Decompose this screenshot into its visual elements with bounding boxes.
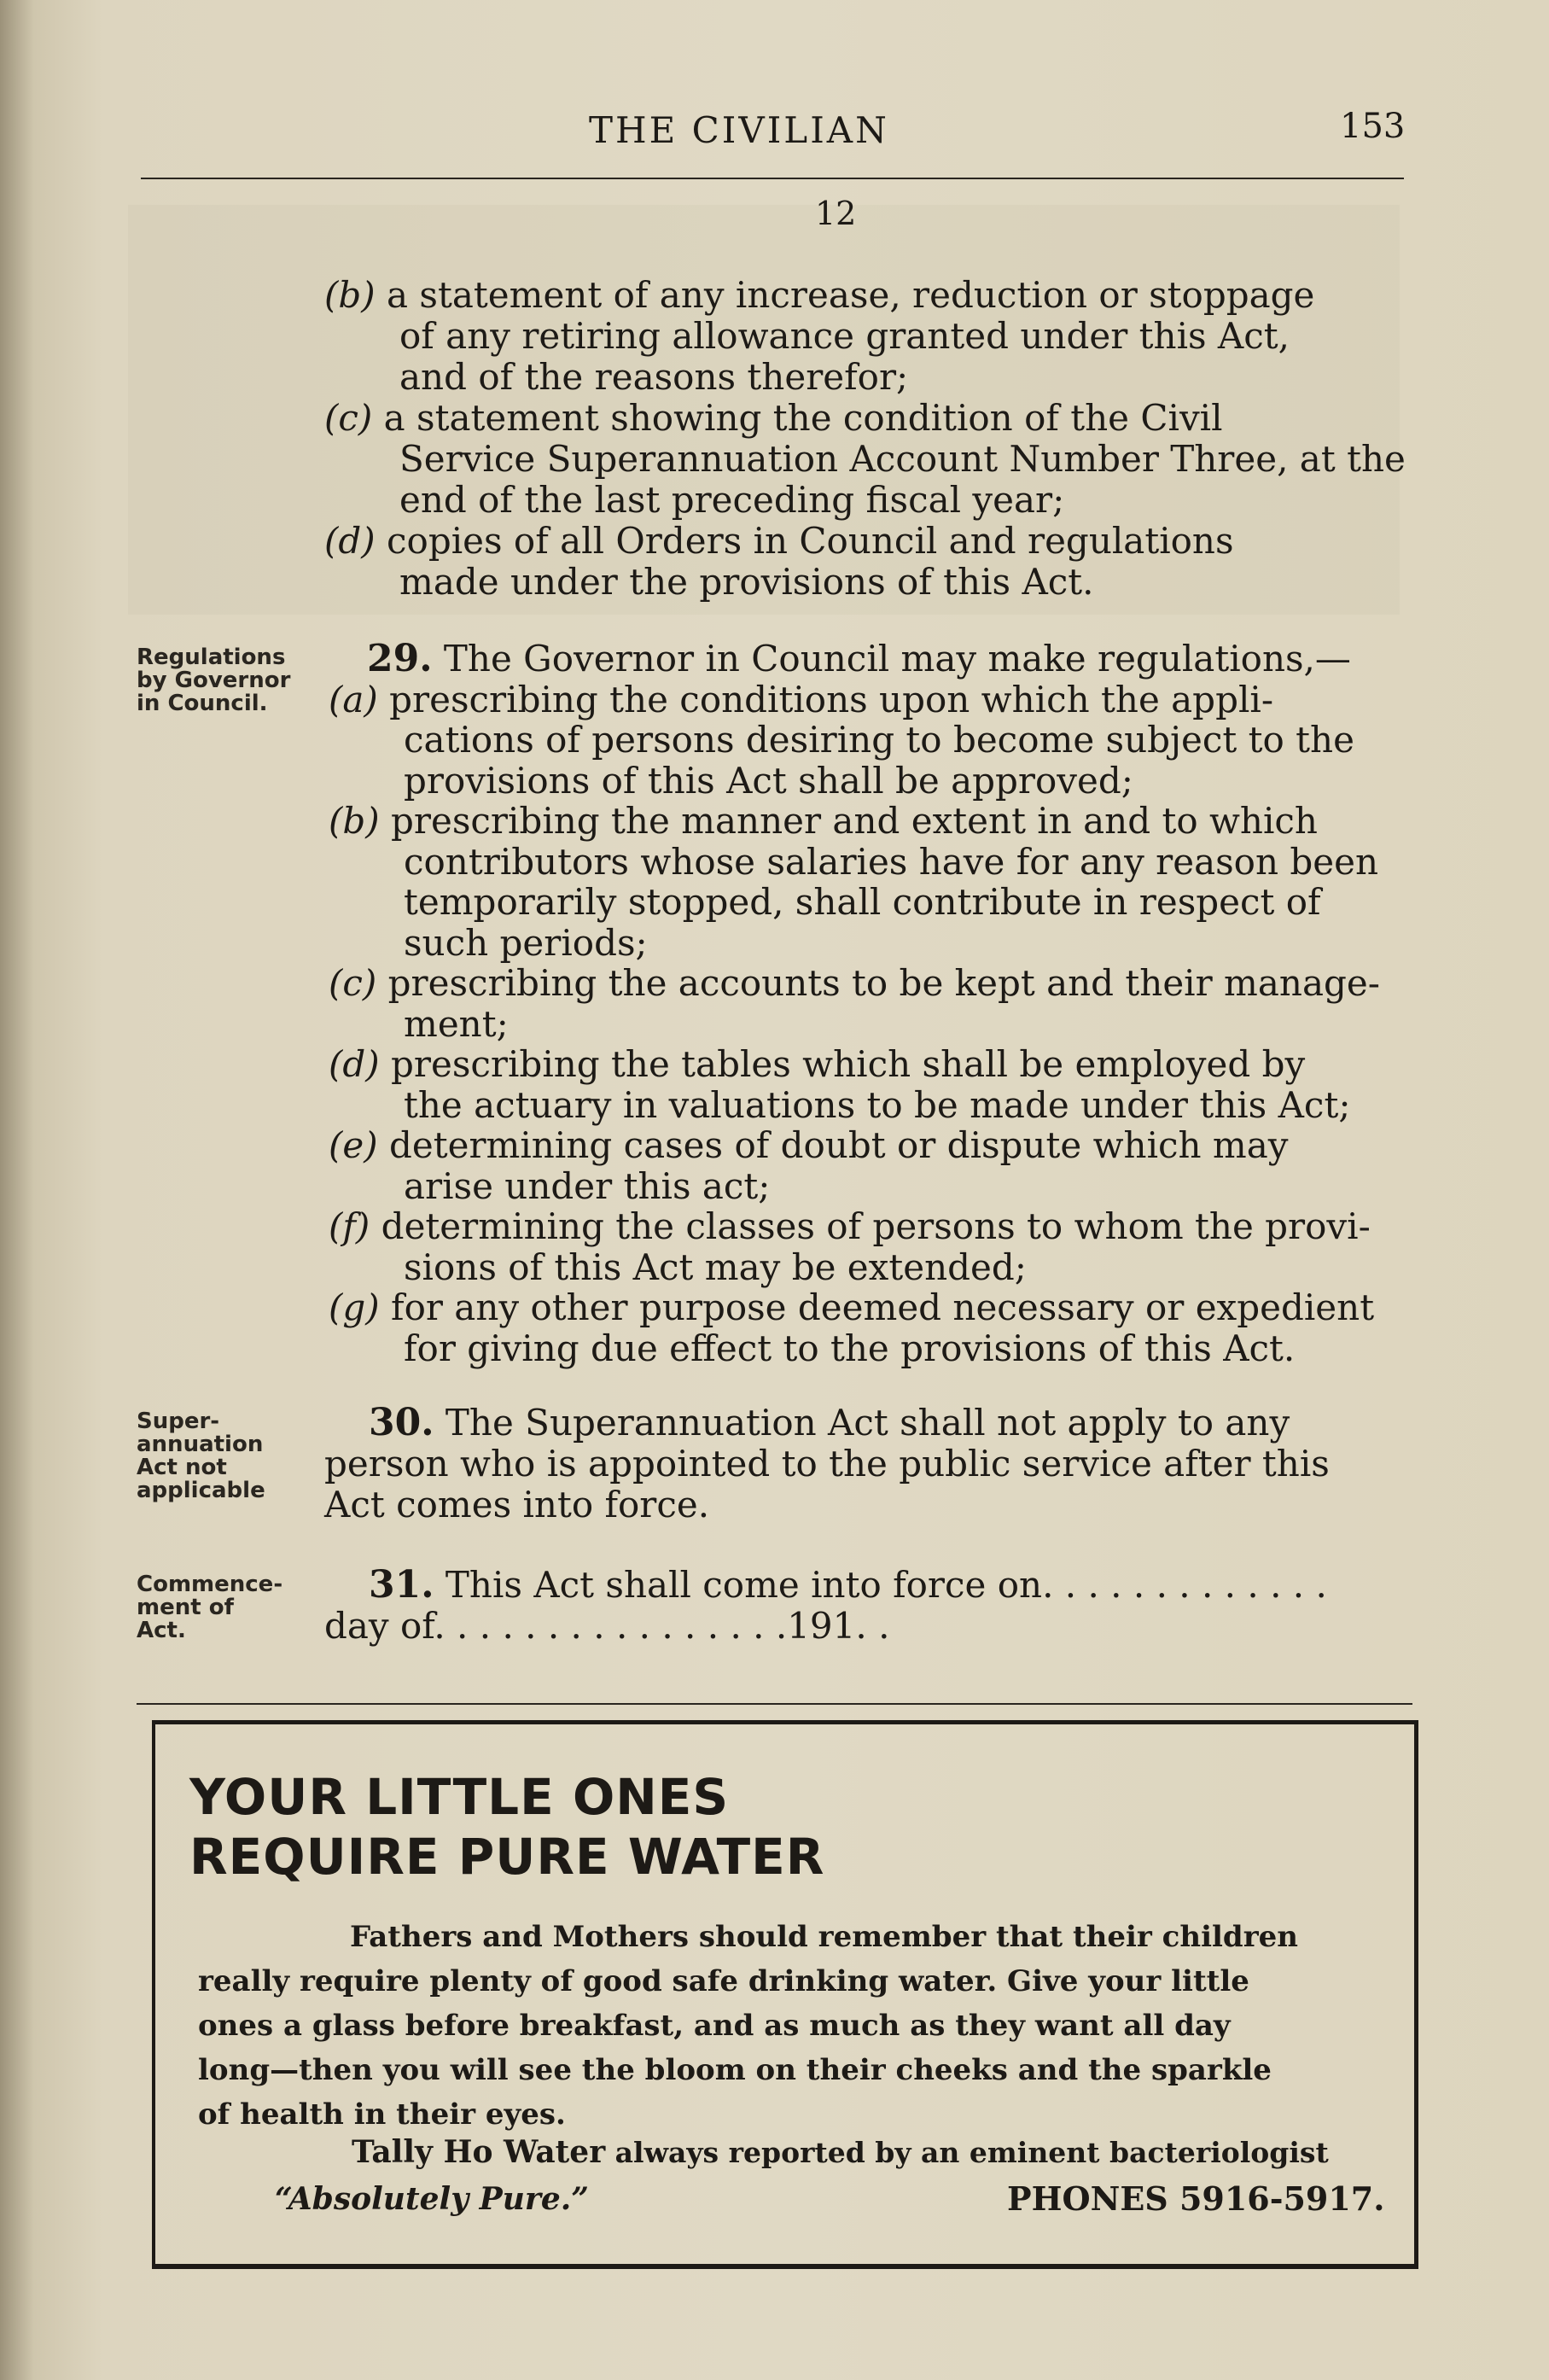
margin-note-superannuation <box>137 1410 265 1502</box>
advertisement-brand-line <box>352 2134 1329 2170</box>
headline-line: REQUIRE PURE WATER <box>189 1828 825 1886</box>
item-text: ment; <box>404 1002 509 1045</box>
section-text: The Superannuation Act shall not apply to any <box>434 1402 1290 1444</box>
section-number: 29. <box>367 637 433 680</box>
body-line: ones a glass before breakfast, and as much as they want all day <box>198 2009 1231 2043</box>
item-text: prescribing the manner and extent in and to which <box>379 800 1318 842</box>
section-31 <box>324 1565 1361 1647</box>
brand-tagline: always reported by an eminent bacteriologist <box>605 2136 1329 2169</box>
item-enum: (b) <box>324 274 376 316</box>
report-item <box>324 397 1406 521</box>
section-text: day of. . . . . . . . . . . . . . . .191. . <box>324 1605 890 1647</box>
item-text: prescribing the conditions upon which the appli- <box>377 678 1274 720</box>
body-line: Fathers and Mothers should remember that their children <box>350 1920 1298 1954</box>
item-text: for giving due effect to the provisions of this Act. <box>404 1327 1296 1369</box>
regulation-item <box>329 1125 1366 1206</box>
headline-line: YOUR LITTLE ONES <box>189 1768 730 1826</box>
regulation-item <box>329 680 1366 802</box>
item-text: sions of this Act may be extended; <box>404 1245 1027 1288</box>
advertisement-phones: PHONES 5916-5917. <box>1007 2179 1385 2218</box>
advertisement-headline <box>189 1767 824 1887</box>
item-text: and of the reasons therefor; <box>399 356 909 398</box>
item-enum: (d) <box>324 520 376 562</box>
advertisement-rule <box>137 1703 1412 1705</box>
section-text: Act comes into force. <box>324 1484 710 1525</box>
regulation-item <box>329 962 1380 1045</box>
report-item <box>324 521 1361 603</box>
item-text: the actuary in valuations to be made under this Act; <box>404 1083 1351 1126</box>
item-text: determining cases of doubt or dispute which may <box>377 1124 1289 1166</box>
report-item <box>324 275 1361 398</box>
item-enum: (g) <box>329 1286 380 1328</box>
regulation-item <box>329 1286 1375 1369</box>
margin-note-line: Regulations <box>137 645 286 670</box>
item-text: contributors whose salaries have for any reason been <box>404 840 1379 883</box>
advertisement-body <box>198 1915 1367 2137</box>
section-text: person who is appointed to the public service after this <box>324 1443 1330 1485</box>
section-30 <box>324 1403 1361 1525</box>
body-line: really require plenty of good safe drinking water. Give your little <box>198 1964 1249 1998</box>
item-enum: (c) <box>324 397 373 439</box>
item-text: prescribing the accounts to be kept and their manage- <box>376 962 1380 1004</box>
item-text: cations of persons desiring to become subject to the <box>404 719 1354 761</box>
section-intro: The Governor in Council may make regulations,— <box>432 638 1351 680</box>
brand-name: Tally Ho Water <box>352 2134 606 2170</box>
section-29 <box>329 637 1380 1369</box>
item-text: such periods; <box>404 921 648 964</box>
item-text: prescribing the tables which shall be employed by <box>379 1043 1306 1085</box>
item-enum: (b) <box>329 800 380 842</box>
item-enum: (f) <box>329 1205 370 1247</box>
item-enum: (e) <box>329 1124 378 1166</box>
body-line: of health in their eyes. <box>198 2097 566 2132</box>
advertisement-quote: “Absolutely Pure.” <box>275 2181 589 2217</box>
margin-note-line: Commence- <box>137 1572 283 1597</box>
margin-note-line: applicable <box>137 1478 265 1503</box>
journal-title: THE CIVILIAN <box>589 109 889 151</box>
item-text: for any other purpose deemed necessary or expedient <box>379 1286 1375 1328</box>
item-text: arise under this act; <box>404 1164 771 1207</box>
margin-note-line: Act. <box>137 1618 186 1643</box>
page-number: 153 <box>1340 107 1406 146</box>
margin-note-line: Act not <box>137 1455 227 1480</box>
section-number: 30. <box>369 1401 434 1444</box>
item-text: provisions of this Act shall be approved; <box>404 759 1133 802</box>
item-enum: (a) <box>329 678 378 720</box>
margin-note-line: Super- <box>137 1409 220 1434</box>
margin-note-line: annuation <box>137 1432 264 1457</box>
body-line: long—then you will see the bloom on their cheeks and the sparkle <box>198 2053 1272 2087</box>
margin-note-commencement <box>137 1573 282 1642</box>
item-text: a statement showing the condition of the Civil <box>372 397 1223 439</box>
header-rule <box>141 178 1404 179</box>
item-text: copies of all Orders in Council and regulations <box>375 520 1234 562</box>
margin-note-line: in Council. <box>137 691 268 716</box>
report-items <box>324 274 1406 603</box>
item-text: end of the last preceding fiscal year; <box>399 479 1065 521</box>
inner-page-number: 12 <box>815 195 857 232</box>
item-text: temporarily stopped, shall contribute in respect of <box>404 881 1321 923</box>
item-enum: (c) <box>329 962 377 1004</box>
regulation-item <box>329 1044 1366 1125</box>
margin-note-line: by Governor <box>137 668 291 693</box>
item-text: a statement of any increase, reduction or stoppage <box>375 274 1315 316</box>
regulation-item <box>329 800 1379 964</box>
section-number: 31. <box>369 1563 434 1607</box>
item-text: determining the classes of persons to whom the provi- <box>370 1205 1371 1247</box>
section-text: This Act shall come into force on. . . . . . . . . . . . . <box>434 1564 1327 1606</box>
item-text: of any retiring allowance granted under this Act, <box>399 315 1290 357</box>
item-text: Service Superannuation Account Number Three, at the <box>399 438 1406 480</box>
margin-note-line: ment of <box>137 1595 234 1620</box>
item-enum: (d) <box>329 1043 380 1085</box>
regulation-item <box>329 1205 1371 1288</box>
item-text: made under the provisions of this Act. <box>399 561 1094 603</box>
margin-note-regulations <box>137 646 290 715</box>
